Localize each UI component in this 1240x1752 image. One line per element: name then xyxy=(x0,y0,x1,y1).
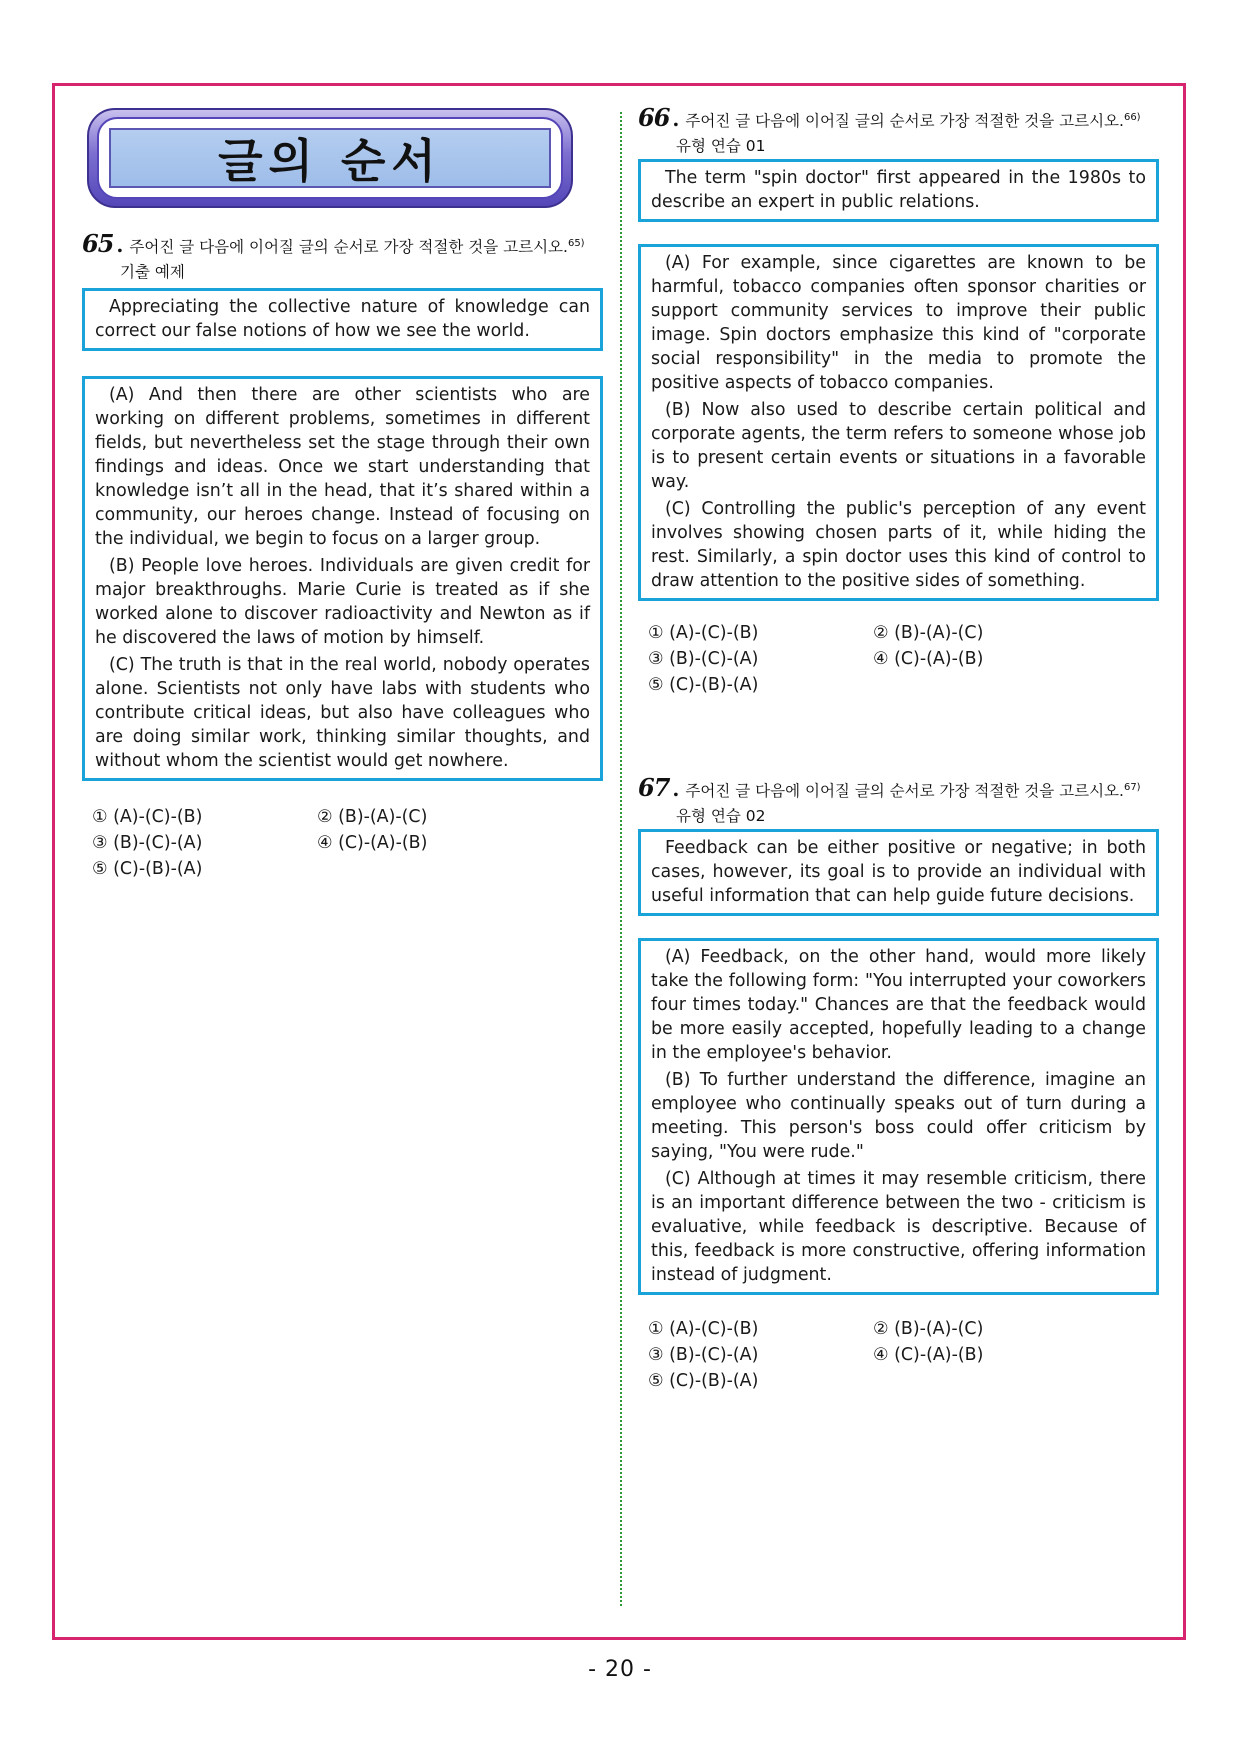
choice-5[interactable]: ⑤ (C)-(B)-(A) xyxy=(92,859,203,880)
paragraph-a: (A) Feedback, on the other hand, would more likely take the following form: "You interrupted your coworkers four times today." Chances are that the feedback would be more easily accepted, hopefully leading to a change in the employee's behavior. xyxy=(651,947,1146,1064)
question-number-dot: . xyxy=(672,777,680,802)
left-column xyxy=(82,108,603,882)
choice-1[interactable]: ① (A)-(C)-(B) xyxy=(648,1319,759,1340)
question-number: 66 xyxy=(638,103,670,133)
question-prompt xyxy=(685,108,1140,131)
footnote-marker: 67) xyxy=(1123,782,1141,794)
choice-2[interactable]: ② (B)-(A)-(C) xyxy=(317,807,428,828)
choice-3[interactable]: ③ (B)-(C)-(A) xyxy=(648,649,759,670)
choice-5[interactable]: ⑤ (C)-(B)-(A) xyxy=(648,1371,759,1392)
question-prompt xyxy=(685,778,1140,801)
answer-choices xyxy=(648,1317,1159,1394)
question-header xyxy=(638,103,1159,133)
question-header xyxy=(82,229,603,259)
choice-4[interactable]: ④ (C)-(A)-(B) xyxy=(873,649,984,670)
choice-1[interactable]: ① (A)-(C)-(B) xyxy=(92,807,203,828)
paragraph-c: (C) Although at times it may resemble criticism, there is an important difference between the two - criticism is evaluative, while feedback is descriptive. Because of this, feedback is more constructive, offering information instead of judgment. xyxy=(651,1169,1146,1286)
section-banner xyxy=(87,108,573,208)
given-text: Appreciating the collective nature of knowledge can correct our false notions of how we see the world. xyxy=(95,297,590,342)
question-67 xyxy=(638,773,1159,1394)
question-prompt xyxy=(129,234,584,257)
given-text: The term "spin doctor" first appeared in the 1980s to describe an expert in public relations. xyxy=(651,168,1146,213)
question-prompt-text: 주어진 글 다음에 이어질 글의 순서로 가장 적절한 것을 고르시오. xyxy=(129,238,568,257)
page-number: - 20 - xyxy=(588,1657,652,1682)
paragraph-b: (B) Now also used to describe certain political and corporate agents, the term refers to someone whose job is to present certain events or situations in a favorable way. xyxy=(651,400,1146,493)
paragraph-c: (C) The truth is that in the real world, nobody operates alone. Scientists not only have labs with students who contribute critical ideas, but also have colleagues who are doing similar work, thinking similar thoughts, and without whom the scientist would get nowhere. xyxy=(95,655,590,772)
column-divider xyxy=(620,112,622,1606)
banner-inner-panel xyxy=(109,128,551,188)
passage-box xyxy=(638,244,1159,601)
choice-2[interactable]: ② (B)-(A)-(C) xyxy=(873,623,984,644)
paragraph-c: (C) Controlling the public's perception of any event involves showing chosen parts of it, while hiding the rest. Similarly, a spin doctor uses this kind of control to draw attention to the positive sides of something. xyxy=(651,499,1146,592)
question-subtype: 유형 연습 02 xyxy=(676,807,766,826)
given-text-box xyxy=(638,159,1159,222)
choice-4[interactable]: ④ (C)-(A)-(B) xyxy=(873,1345,984,1366)
choice-4[interactable]: ④ (C)-(A)-(B) xyxy=(317,833,428,854)
answer-choices xyxy=(648,621,1159,698)
section-title: 글의 순서 xyxy=(218,134,442,188)
given-text: Feedback can be either positive or negative; in both cases, however, its goal is to provide an individual with useful information that can help guide future decisions. xyxy=(651,838,1146,907)
paragraph-a: (A) For example, since cigarettes are known to be harmful, tobacco companies often sponsor charities or support community services to improve their public image. Spin doctors emphasize this kind of "corporate social responsibility" in the media to promote the positive aspects of tobacco companies. xyxy=(651,253,1146,394)
paragraph-b: (B) To further understand the difference, imagine an employee who continually speaks out of turn during a meeting. This person's boss could offer criticism by saying, "You were rude." xyxy=(651,1070,1146,1163)
question-subtype: 기출 예제 xyxy=(120,263,185,282)
choice-2[interactable]: ② (B)-(A)-(C) xyxy=(873,1319,984,1340)
given-text-box xyxy=(638,829,1159,916)
footnote-marker: 66) xyxy=(1123,112,1141,123)
right-column xyxy=(638,103,1159,1394)
question-number-dot: . xyxy=(116,233,124,258)
choice-3[interactable]: ③ (B)-(C)-(A) xyxy=(92,833,203,854)
question-number-dot: . xyxy=(672,107,680,132)
choice-1[interactable]: ① (A)-(C)-(B) xyxy=(648,623,759,644)
question-header xyxy=(638,773,1159,803)
question-prompt-text: 주어진 글 다음에 이어질 글의 순서로 가장 적절한 것을 고르시오. xyxy=(685,112,1124,131)
question-66 xyxy=(638,103,1159,698)
paragraph-a: (A) And then there are other scientists who are working on different problems, sometimes in different fields, but nevertheless set the stage through their own findings and ideas. Once we start understanding that knowledge isn’t all in the head, that it’s shared within a community, our heroes change. Instead of focusing on the individual, we begin to focus on a larger group. xyxy=(95,385,590,550)
answer-choices xyxy=(92,805,603,882)
given-text-box xyxy=(82,288,603,351)
question-65 xyxy=(82,229,603,882)
choice-3[interactable]: ③ (B)-(C)-(A) xyxy=(648,1345,759,1366)
question-prompt-text: 주어진 글 다음에 이어질 글의 순서로 가장 적절한 것을 고르시오. xyxy=(685,782,1124,801)
question-number: 67 xyxy=(638,773,670,803)
passage-box xyxy=(638,938,1159,1295)
question-number: 65 xyxy=(82,229,114,259)
question-subtype: 유형 연습 01 xyxy=(676,137,766,156)
passage-box xyxy=(82,376,603,781)
paragraph-b: (B) People love heroes. Individuals are given credit for major breakthroughs. Marie Curie is treated as if she worked alone to discover radioactivity and Newton as if he discovered the laws of motion by himself. xyxy=(95,556,590,649)
choice-5[interactable]: ⑤ (C)-(B)-(A) xyxy=(648,675,759,696)
footnote-marker: 65) xyxy=(567,238,585,249)
